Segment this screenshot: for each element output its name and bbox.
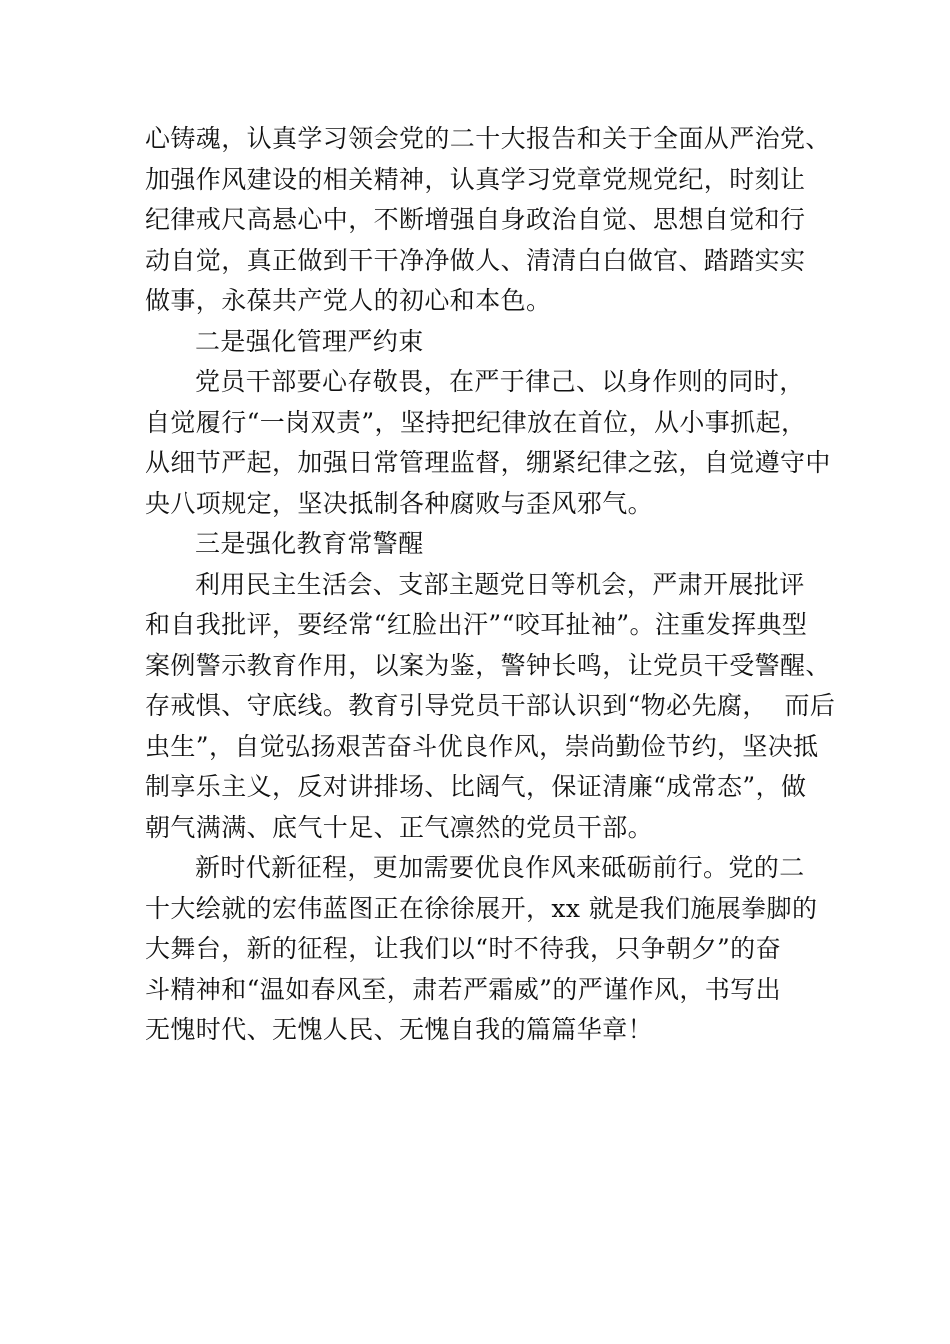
text-line: 虫生”，自觉弘扬艰苦奋斗优良作风，崇尚勤俭节约，坚决抵 [145,731,819,761]
text-line: 制享乐主义，反对讲排场、比阔气，保证清廉“成常态”，做 [145,772,807,801]
text-line: 无愧时代、无愧人民、无愧自我的篇篇华章！ [145,1015,654,1044]
text-line: 做事，永葆共产党人的初心和本色。 [145,286,552,315]
text-line: 纪律戒尺高悬心中，不断增强自身政治自觉、思想自觉和行 [145,205,806,234]
section-heading: 三是强化教育常警醒 [195,529,424,558]
text-line: 朝气满满、底气十足、正气凛然的党员干部。 [145,812,654,842]
text-line: 大舞台，新的征程，让我们以“时不待我，只争朝夕”的奋 [145,934,781,963]
text-line: 和自我批评，要经常“红脸出汗”“咬耳扯袖”。注重发挥典型 [145,610,808,639]
text-line: 党员干部要心存敬畏，在严于律己、以身作则的同时， [195,367,805,396]
text-line: 新时代新征程，更加需要优良作风来砥砺前行。党的二 [195,853,805,882]
text-line: 央八项规定，坚决抵制各种腐败与歪风邪气。 [145,488,654,518]
text-line: 存戒惧、守底线。教育引导党员干部认识到“物必先腐， 而后 [145,691,836,720]
text-line: 利用民主生活会、支部主题党日等机会，严肃开展批评 [195,569,805,599]
text-line: 心铸魂，认真学习领会党的二十大报告和关于全面从严治党、 [145,124,831,153]
text-line: 从细节严起，加强日常管理监督，绷紧纪律之弦，自觉遵守中 [145,448,831,477]
text-line: 动自觉，真正做到干干净净做人、清清白白做官、踏踏实实 [145,245,806,275]
text-line: 斗精神和“温如春风至，肃若严霜威”的严谨作风，书写出 [145,974,781,1004]
document-body [145,119,836,1051]
text-line: 加强作风建设的相关精神，认真学习党章党规党纪，时刻让 [145,164,806,194]
section-heading: 二是强化管理严约束 [195,326,424,356]
text-line: 十大绘就的宏伟蓝图正在徐徐展开，xx 就是我们施展拳脚的 [145,893,818,923]
text-line: 自觉履行“一岗双责”，坚持把纪律放在首位，从小事抓起， [145,407,807,437]
text-line: 案例警示教育作用，以案为鉴，警钟长鸣，让党员干受警醒、 [145,650,831,680]
